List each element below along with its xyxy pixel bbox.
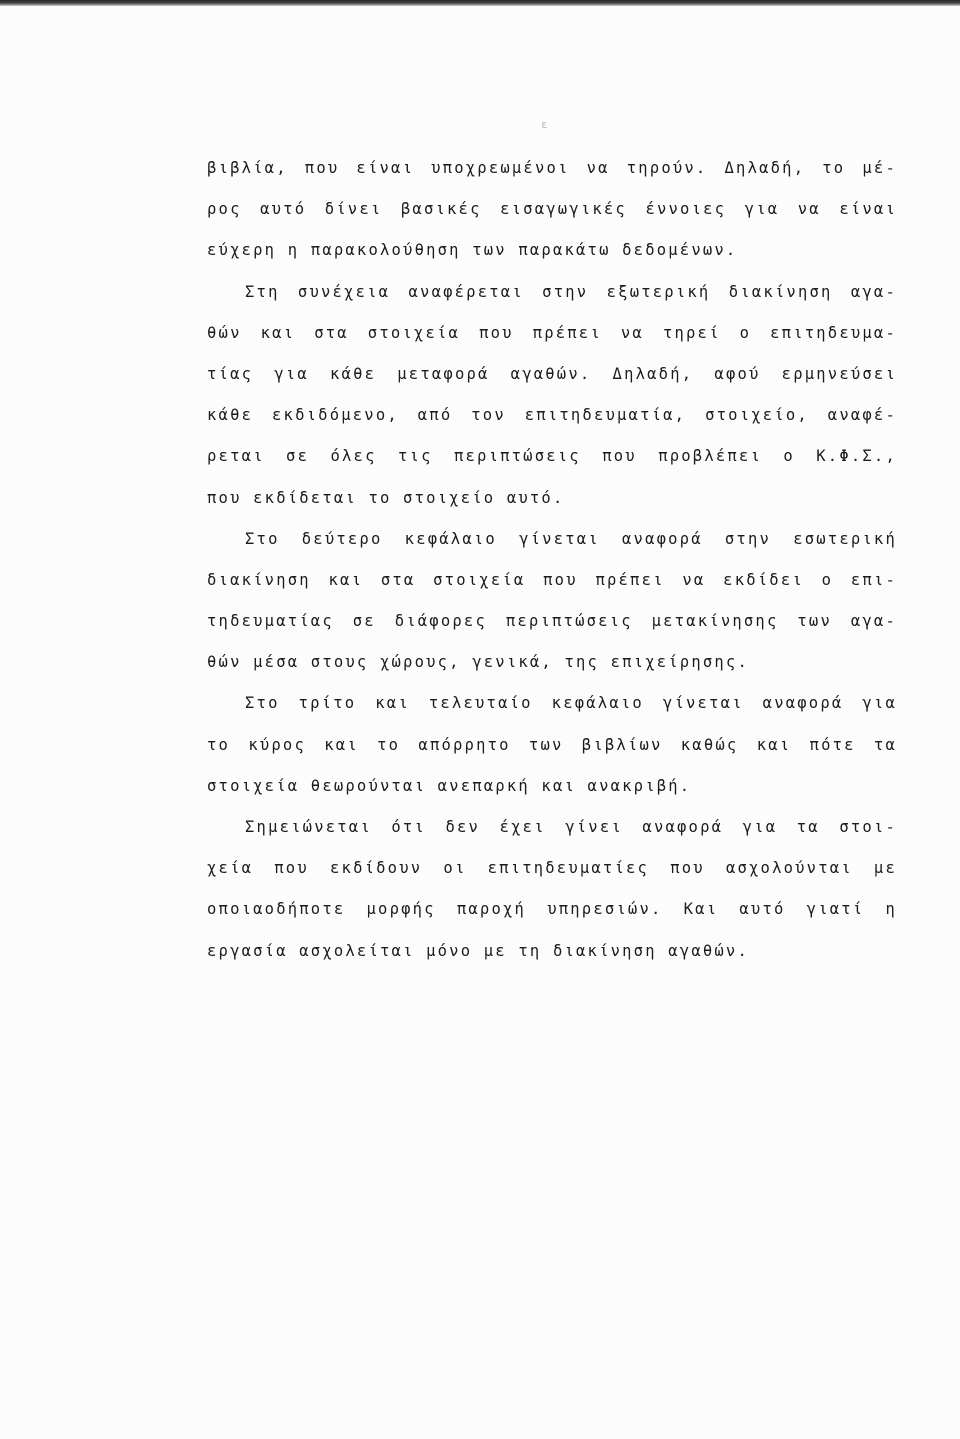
body-text xyxy=(207,152,897,976)
text-line: τίας για κάθε μεταφορά αγαθών. Δηλαδή, αφού ερμηνεύσει xyxy=(207,364,897,383)
text-line: Σημειώνεται ότι δεν έχει γίνει αναφορά για τα στοι- xyxy=(245,818,897,836)
text-line: ρεται σε όλες τις περιπτώσεις που προβλέπει ο Κ.Φ.Σ., xyxy=(207,447,897,466)
text-line: ρος αυτό δίνει βασικές εισαγωγικές έννοιες για να είναι xyxy=(207,200,897,219)
text-line: εργασία ασχολείται μόνο με τη διακίνηση αγαθών. xyxy=(207,941,749,960)
text-line: Στο τρίτο και τελευταίο κεφάλαιο γίνεται αναφορά για xyxy=(245,694,897,713)
text-line: βιβλία, που είναι υποχρεωμένοι να τηρούν. Δηλαδή, το μέ- xyxy=(207,159,897,177)
text-line: που εκδίδεται το στοιχείο αυτό. xyxy=(207,488,565,507)
text-line: Στη συνέχεια αναφέρεται στην εξωτερική διακίνηση αγα- xyxy=(245,282,897,301)
text-line: χεία που εκδίδουν οι επιτηδευματίες που ασχολούνται με xyxy=(207,859,897,878)
text-line: κάθε εκδιδόμενο, από τον επιτηδευματία, στοιχείο, αναφέ- xyxy=(207,406,897,425)
text-line: τηδευματίας σε διάφορες περιπτώσεις μετακίνησης των αγα- xyxy=(207,612,897,631)
text-line: θών μέσα στους χώρους, γενικά, της επιχείρησης. xyxy=(207,653,749,672)
text-line: θών και στα στοιχεία που πρέπει να τηρεί ο επιτηδευμα- xyxy=(207,323,897,342)
text-line: οποιαοδήποτε μορφής παροχή υπηρεσιών. Και αυτό γιατί η xyxy=(207,900,897,919)
text-line: στοιχεία θεωρούνται ανεπαρκή και ανακριβή. xyxy=(207,776,692,795)
text-line: Στο δεύτερο κεφάλαιο γίνεται αναφορά στην εσωτερική xyxy=(245,529,897,548)
scan-top-edge xyxy=(0,0,960,6)
text-line: διακίνηση και στα στοιχεία που πρέπει να εκδίδει ο επι- xyxy=(207,570,897,589)
text-line: εύχερη η παρακολούθηση των παρακάτω δεδομένων. xyxy=(207,241,738,260)
text-line: το κύρος και το απόρρητο των βιβλίων καθώς και πότε τα xyxy=(207,735,897,754)
page-mark: ε xyxy=(541,118,548,131)
